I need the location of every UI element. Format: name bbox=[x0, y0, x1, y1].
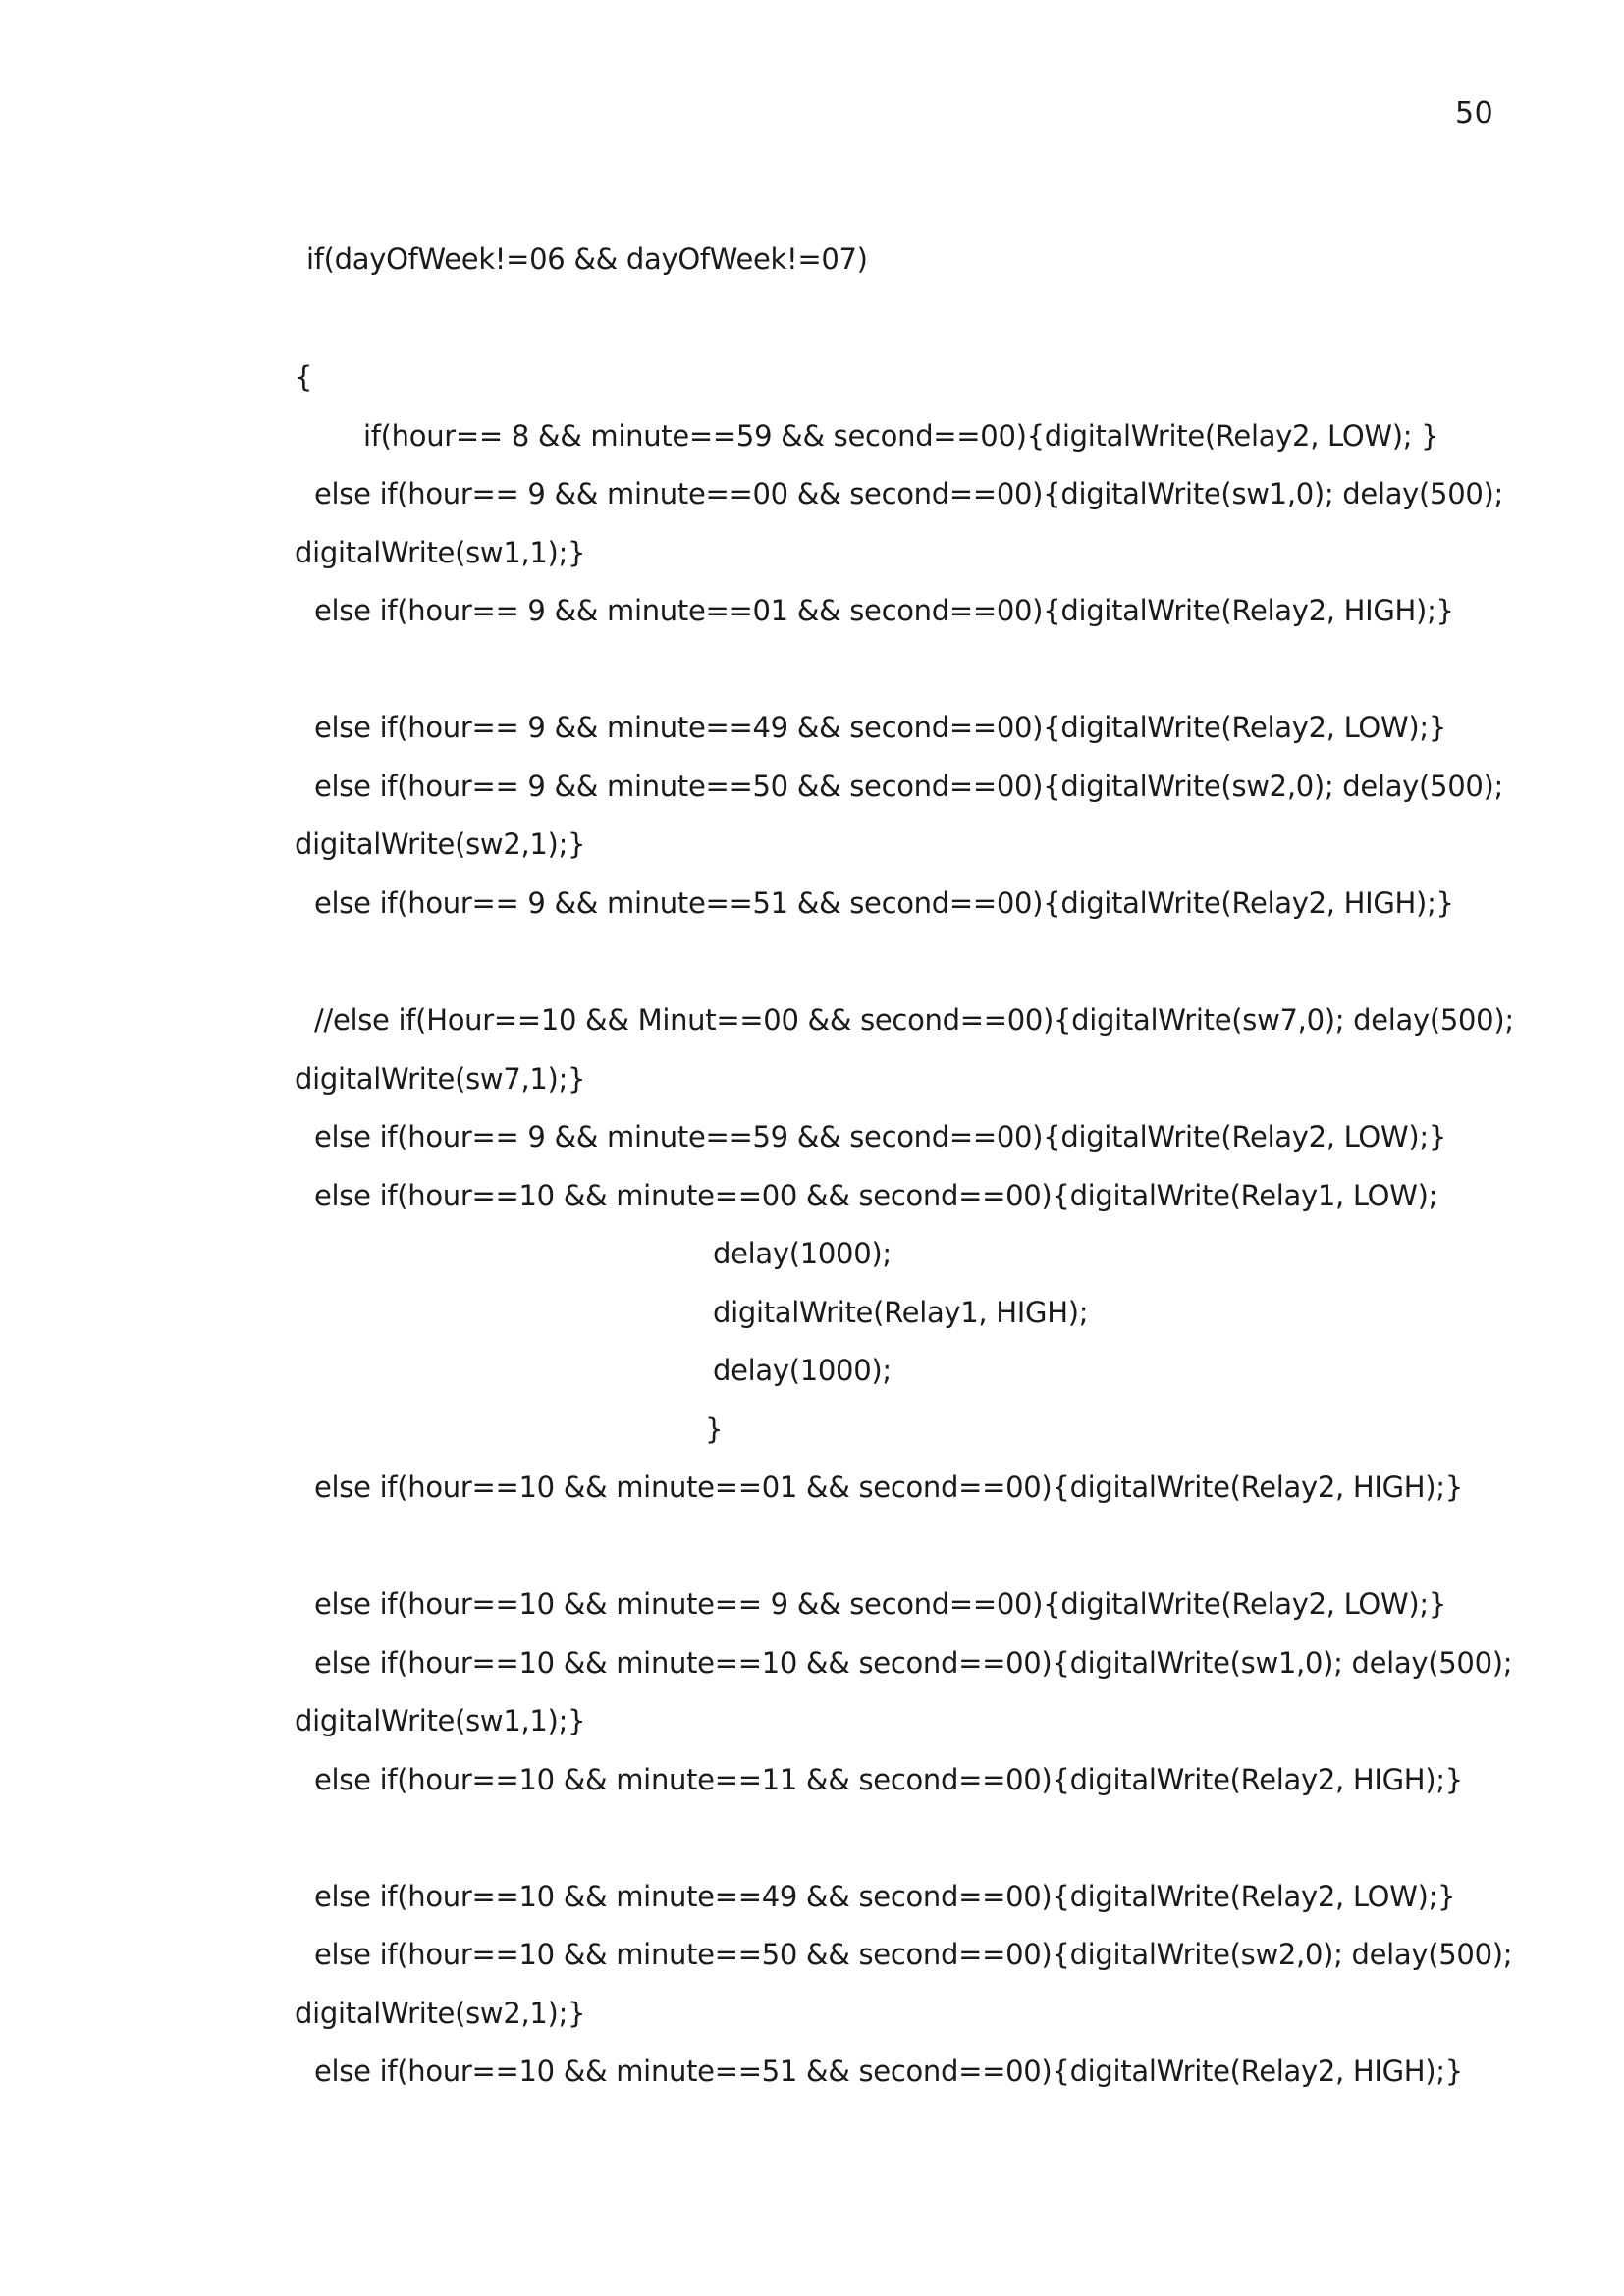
code-line: if(dayOfWeek!=06 && dayOfWeek!=07) bbox=[306, 242, 868, 276]
page-number: 50 bbox=[1455, 96, 1494, 131]
code-line: else if(hour==10 && minute==51 && second==00){digitalWrite(Relay2, HIGH);} bbox=[314, 2055, 1463, 2088]
code-line: digitalWrite(sw1,1);} bbox=[295, 536, 586, 569]
code-line: digitalWrite(sw1,1);} bbox=[295, 1704, 586, 1737]
code-line: } bbox=[705, 1413, 724, 1446]
code-line: digitalWrite(sw2,1);} bbox=[295, 828, 586, 861]
code-line: digitalWrite(Relay1, HIGH); bbox=[713, 1296, 1089, 1329]
code-line: else if(hour==10 && minute==49 && second==00){digitalWrite(Relay2, LOW);} bbox=[314, 1880, 1456, 1913]
code-line: else if(hour== 9 && minute==50 && second==00){digitalWrite(sw2,0); delay(500); bbox=[314, 770, 1503, 803]
code-line: else if(hour==10 && minute==01 && second==00){digitalWrite(Relay2, HIGH);} bbox=[314, 1470, 1463, 1504]
code-line: else if(hour==10 && minute==00 && second==00){digitalWrite(Relay1, LOW); bbox=[314, 1179, 1438, 1212]
code-line: digitalWrite(sw2,1);} bbox=[295, 1997, 586, 2030]
code-line: else if(hour==10 && minute== 9 && second==00){digitalWrite(Relay2, LOW);} bbox=[314, 1587, 1446, 1621]
code-line: delay(1000); bbox=[713, 1237, 892, 1270]
code-line: else if(hour==10 && minute==50 && second==00){digitalWrite(sw2,0); delay(500); bbox=[314, 1938, 1513, 1971]
code-line: else if(hour==10 && minute==10 && second==00){digitalWrite(sw1,0); delay(500); bbox=[314, 1646, 1513, 1680]
code-line: else if(hour== 9 && minute==00 && second==00){digitalWrite(sw1,0); delay(500); bbox=[314, 477, 1503, 510]
code-line: if(hour== 8 && minute==59 && second==00){digitalWrite(Relay2, LOW); } bbox=[363, 419, 1439, 453]
code-line: //else if(Hour==10 && Minut==00 && second==00){digitalWrite(sw7,0); delay(500); bbox=[314, 1003, 1514, 1037]
code-line: else if(hour== 9 && minute==51 && second==00){digitalWrite(Relay2, HIGH);} bbox=[314, 886, 1454, 920]
code-line: else if(hour== 9 && minute==59 && second==00){digitalWrite(Relay2, LOW);} bbox=[314, 1120, 1446, 1153]
code-line: digitalWrite(sw7,1);} bbox=[295, 1062, 586, 1095]
code-line: else if(hour== 9 && minute==49 && second==00){digitalWrite(Relay2, LOW);} bbox=[314, 711, 1446, 744]
code-line: delay(1000); bbox=[713, 1354, 892, 1387]
code-line: else if(hour==10 && minute==11 && second==00){digitalWrite(Relay2, HIGH);} bbox=[314, 1763, 1463, 1796]
code-line: { bbox=[295, 360, 313, 394]
code-line: else if(hour== 9 && minute==01 && second==00){digitalWrite(Relay2, HIGH);} bbox=[314, 594, 1454, 627]
